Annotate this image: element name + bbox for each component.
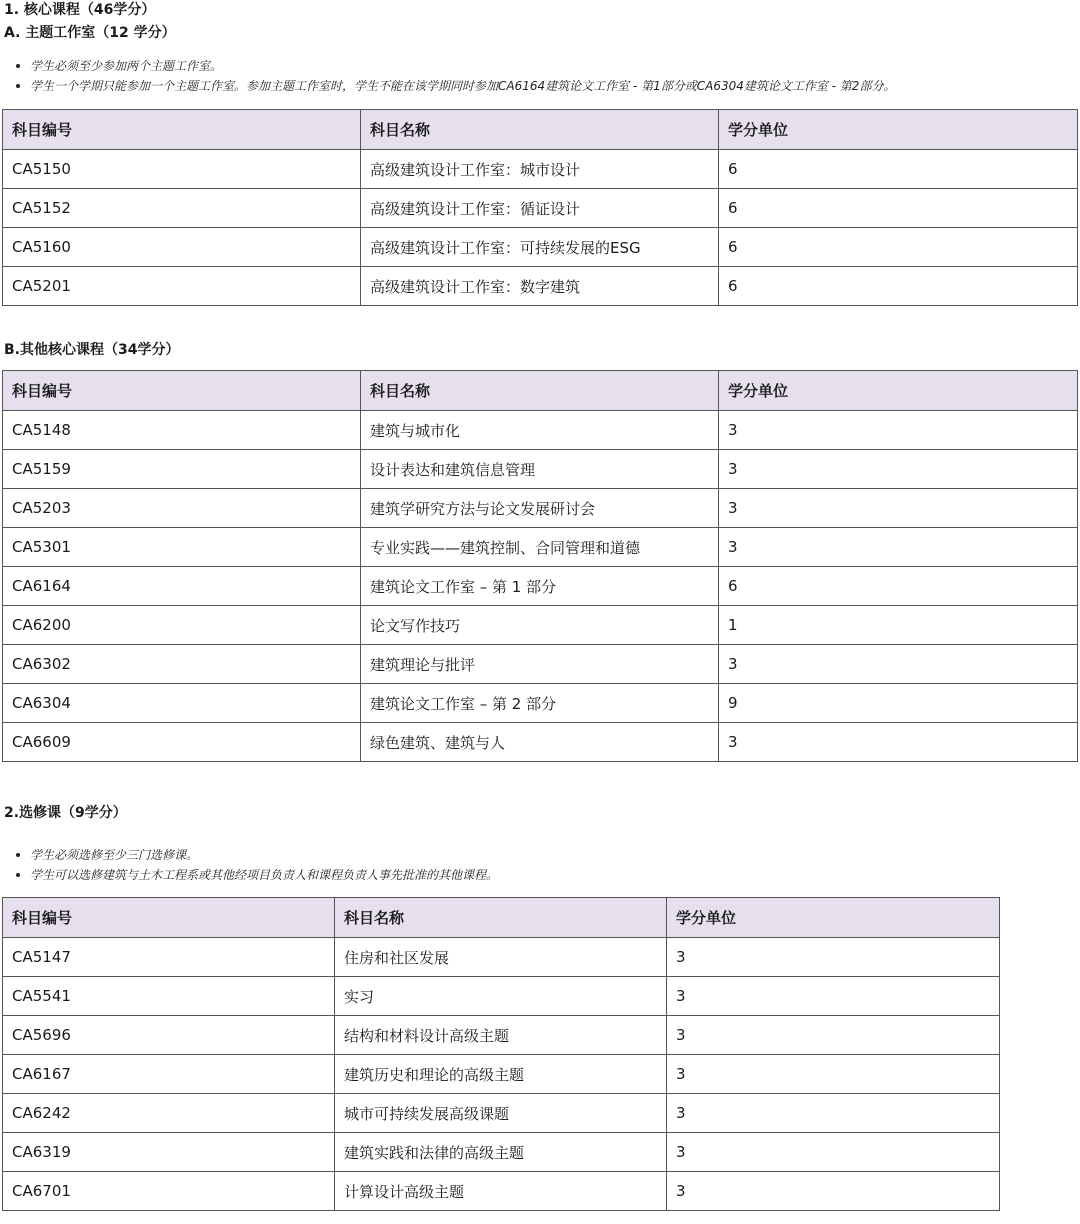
table-row <box>3 411 1078 450</box>
table-row <box>3 977 1000 1016</box>
partA-title: A. 主题工作室（12 学分） <box>4 25 176 41</box>
course-name: 建筑理论与批评 <box>361 645 719 684</box>
table-row <box>3 489 1078 528</box>
partB-table <box>2 370 1078 762</box>
course-name: 高级建筑设计工作室：城市设计 <box>361 150 719 189</box>
course-code: CA6167 <box>3 1055 335 1094</box>
course-name: 高级建筑设计工作室：循证设计 <box>361 189 719 228</box>
electives-table <box>2 897 1000 1211</box>
course-code: CA6701 <box>3 1172 335 1211</box>
course-name: 建筑历史和理论的高级主题 <box>335 1055 667 1094</box>
course-name: 高级建筑设计工作室：数字建筑 <box>361 267 719 306</box>
course-name: 住房和社区发展 <box>335 938 667 977</box>
column-header-credits: 学分单位 <box>667 898 1000 938</box>
course-code: CA5541 <box>3 977 335 1016</box>
course-code: CA6242 <box>3 1094 335 1133</box>
note-item: 学生必须选修至少三门选修课。 <box>12 845 498 865</box>
table-row <box>3 684 1078 723</box>
course-code: CA5150 <box>3 150 361 189</box>
course-code: CA5148 <box>3 411 361 450</box>
course-code: CA6200 <box>3 606 361 645</box>
course-code: CA5159 <box>3 450 361 489</box>
course-credits: 3 <box>667 1172 1000 1211</box>
section2-notes <box>12 845 498 885</box>
course-credits: 3 <box>667 1133 1000 1172</box>
section2-title: 2.选修课（9学分） <box>4 805 127 821</box>
table-row <box>3 528 1078 567</box>
course-name: 结构和材料设计高级主题 <box>335 1016 667 1055</box>
section1-title: 1. 核心课程（46学分） <box>4 2 156 18</box>
course-name: 建筑实践和法律的高级主题 <box>335 1133 667 1172</box>
partB-title: B.其他核心课程（34学分） <box>4 342 180 358</box>
course-name: 建筑与城市化 <box>361 411 719 450</box>
column-header-code: 科目编号 <box>3 110 361 150</box>
course-code: CA5147 <box>3 938 335 977</box>
column-header-name: 科目名称 <box>361 371 719 411</box>
note-item: 学生可以选修建筑与土木工程系或其他经项目负责人和课程负责人事先批准的其他课程。 <box>12 865 498 885</box>
course-credits: 6 <box>719 228 1078 267</box>
table-row <box>3 1133 1000 1172</box>
course-credits: 1 <box>719 606 1078 645</box>
course-credits: 3 <box>719 723 1078 762</box>
course-code: CA6609 <box>3 723 361 762</box>
course-credits: 3 <box>667 977 1000 1016</box>
course-credits: 9 <box>719 684 1078 723</box>
course-credits: 6 <box>719 267 1078 306</box>
course-credits: 3 <box>667 1016 1000 1055</box>
course-code: CA5152 <box>3 189 361 228</box>
course-credits: 3 <box>719 645 1078 684</box>
table-row <box>3 1094 1000 1133</box>
course-credits: 3 <box>667 1055 1000 1094</box>
course-code: CA5696 <box>3 1016 335 1055</box>
partA-notes <box>12 56 895 96</box>
table-header-row <box>3 898 1000 938</box>
course-code: CA5201 <box>3 267 361 306</box>
table-row <box>3 645 1078 684</box>
course-code: CA5301 <box>3 528 361 567</box>
course-credits: 3 <box>719 489 1078 528</box>
course-credits: 3 <box>667 1094 1000 1133</box>
column-header-name: 科目名称 <box>361 110 719 150</box>
course-credits: 6 <box>719 189 1078 228</box>
table-row <box>3 567 1078 606</box>
note-item: 学生必须至少参加两个主题工作室。 <box>12 56 895 76</box>
table-row <box>3 1055 1000 1094</box>
course-name: 建筑学研究方法与论文发展研讨会 <box>361 489 719 528</box>
course-name: 计算设计高级主题 <box>335 1172 667 1211</box>
course-code: CA5203 <box>3 489 361 528</box>
partA-table <box>2 109 1078 306</box>
table-row <box>3 723 1078 762</box>
course-code: CA6319 <box>3 1133 335 1172</box>
course-name: 建筑论文工作室 – 第 2 部分 <box>361 684 719 723</box>
table-row <box>3 606 1078 645</box>
table-row <box>3 1016 1000 1055</box>
course-credits: 3 <box>719 411 1078 450</box>
course-name: 实习 <box>335 977 667 1016</box>
course-credits: 3 <box>719 450 1078 489</box>
course-name: 高级建筑设计工作室：可持续发展的ESG <box>361 228 719 267</box>
course-code: CA5160 <box>3 228 361 267</box>
table-row <box>3 150 1078 189</box>
course-name: 设计表达和建筑信息管理 <box>361 450 719 489</box>
column-header-credits: 学分单位 <box>719 110 1078 150</box>
table-header-row <box>3 371 1078 411</box>
table-row <box>3 228 1078 267</box>
column-header-credits: 学分单位 <box>719 371 1078 411</box>
note-item: 学生一个学期只能参加一个主题工作室。参加主题工作室时，学生不能在该学期同时参加CA6164建筑论文工作室 - 第1部分或CA6304建筑论文工作室 - 第2部分。 <box>12 76 895 96</box>
course-code: CA6164 <box>3 567 361 606</box>
course-code: CA6304 <box>3 684 361 723</box>
column-header-code: 科目编号 <box>3 898 335 938</box>
table-row <box>3 450 1078 489</box>
course-credits: 6 <box>719 567 1078 606</box>
table-row <box>3 189 1078 228</box>
course-name: 绿色建筑、建筑与人 <box>361 723 719 762</box>
table-row <box>3 1172 1000 1211</box>
course-credits: 3 <box>667 938 1000 977</box>
column-header-code: 科目编号 <box>3 371 361 411</box>
table-row <box>3 267 1078 306</box>
table-header-row <box>3 110 1078 150</box>
column-header-name: 科目名称 <box>335 898 667 938</box>
table-row <box>3 938 1000 977</box>
course-name: 城市可持续发展高级课题 <box>335 1094 667 1133</box>
course-name: 专业实践——建筑控制、合同管理和道德 <box>361 528 719 567</box>
course-name: 建筑论文工作室 – 第 1 部分 <box>361 567 719 606</box>
course-name: 论文写作技巧 <box>361 606 719 645</box>
course-code: CA6302 <box>3 645 361 684</box>
course-credits: 6 <box>719 150 1078 189</box>
course-credits: 3 <box>719 528 1078 567</box>
